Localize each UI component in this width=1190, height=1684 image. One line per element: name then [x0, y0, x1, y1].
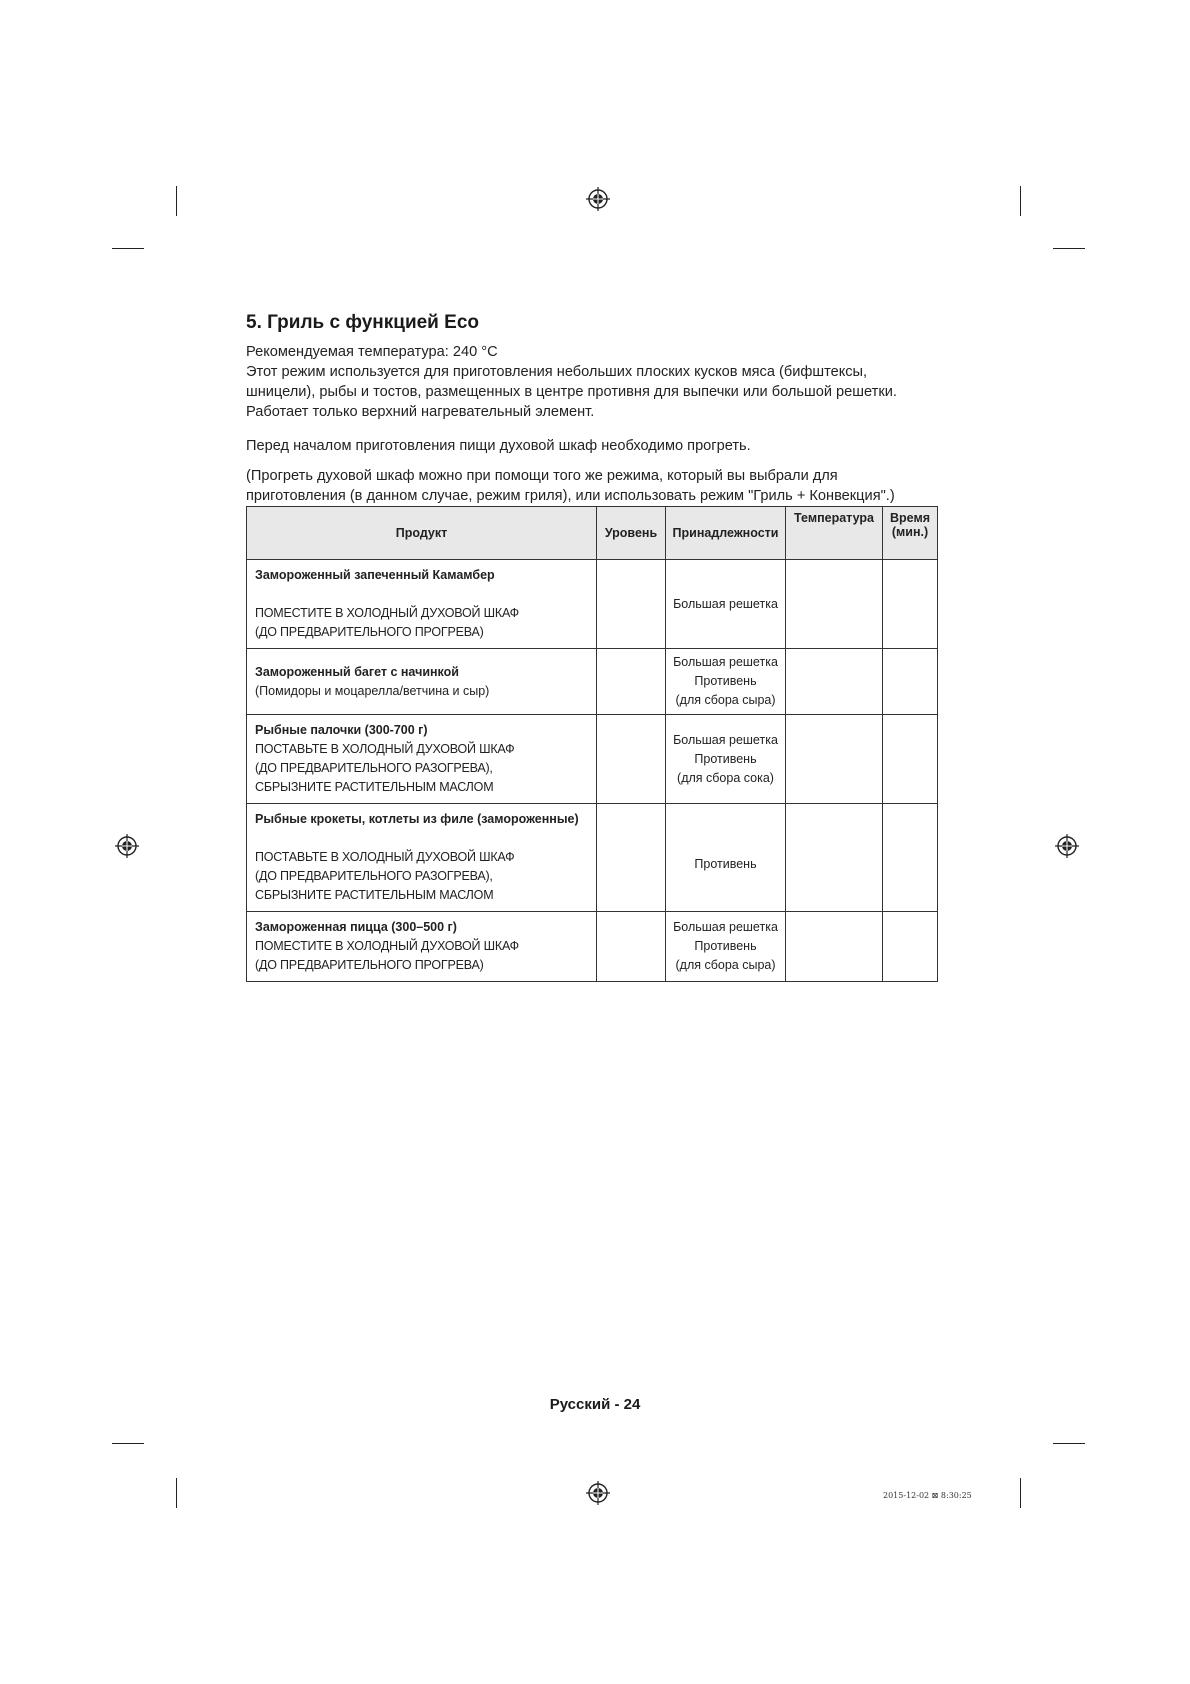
header-product: Продукт — [247, 507, 597, 560]
table-row — [247, 912, 938, 982]
product-note: (ДО ПРЕДВАРИТЕЛЬНОГО РАЗОГРЕВА), — [255, 761, 493, 775]
mode-description: Этот режим используется для приготовления небольших плоских кусков мяса (бифштексы, шницели), рыбы и тостов, размещенных в центре противня для выпечки или большой решетки. Работает только верхний нагревательный элемент. — [246, 364, 897, 420]
product-cell — [247, 912, 597, 982]
accessory-item: Большая решетка — [673, 596, 778, 611]
section-body — [246, 312, 936, 506]
product-note: ПОМЕСТИТЕ В ХОЛОДНЫЙ ДУХОВОЙ ШКАФ — [255, 606, 519, 620]
level-cell — [597, 560, 666, 649]
product-note — [255, 585, 588, 604]
temperature-cell — [786, 804, 883, 912]
product-note: (Помидоры и моцарелла/ветчина и сыр) — [255, 683, 490, 698]
table-row — [247, 715, 938, 804]
product-name: Рыбные крокеты, котлеты из филе (замороженные) — [255, 812, 579, 826]
product-cell — [247, 649, 597, 715]
registration-mark-icon — [1055, 834, 1079, 858]
product-note: ПОМЕСТИТЕ В ХОЛОДНЫЙ ДУХОВОЙ ШКАФ — [255, 939, 519, 953]
accessories-cell — [666, 560, 786, 649]
product-note: (ДО ПРЕДВАРИТЕЛЬНОГО ПРОГРЕВА) — [255, 958, 484, 972]
crop-mark-top-left-v — [176, 186, 177, 216]
accessories-cell — [666, 715, 786, 804]
table-row — [247, 560, 938, 649]
accessory-item: (для сбора сока) — [677, 770, 774, 785]
accessory-item: Большая решетка — [673, 732, 778, 747]
product-note: СБРЫЗНИТЕ РАСТИТЕЛЬНЫМ МАСЛОМ — [255, 888, 494, 902]
accessory-item: (для сбора сыра) — [675, 693, 776, 707]
time-cell — [883, 560, 938, 649]
header-temperature: Температура — [786, 507, 883, 560]
product-note: (ДО ПРЕДВАРИТЕЛЬНОГО РАЗОГРЕВА), — [255, 869, 493, 883]
level-cell — [597, 912, 666, 982]
crop-mark-bottom-left-v — [176, 1478, 177, 1508]
product-note: ПОСТАВЬТЕ В ХОЛОДНЫЙ ДУХОВОЙ ШКАФ — [255, 850, 515, 864]
crop-mark-top-left-h — [112, 248, 144, 249]
product-name: Замороженный запеченный Камамбер — [255, 568, 495, 582]
header-level: Уровень — [597, 507, 666, 560]
header-time: Время (мин.) — [883, 507, 938, 560]
time-cell — [883, 715, 938, 804]
crop-mark-bottom-right-h — [1053, 1443, 1085, 1444]
accessories-cell — [666, 804, 786, 912]
header-accessories: Принадлежности — [666, 507, 786, 560]
time-cell — [883, 649, 938, 715]
accessories-cell — [666, 649, 786, 715]
product-name: Замороженный багет с начинкой — [255, 664, 459, 679]
accessory-item: (для сбора сыра) — [675, 958, 776, 972]
temperature-cell — [786, 715, 883, 804]
level-cell — [597, 649, 666, 715]
temperature-cell — [786, 560, 883, 649]
product-cell — [247, 715, 597, 804]
crop-mark-bottom-right-v — [1020, 1478, 1021, 1508]
table-header-row — [247, 507, 938, 560]
product-name: Замороженная пицца (300–500 г) — [255, 920, 457, 934]
temperature-cell — [786, 912, 883, 982]
crop-mark-top-right-v — [1020, 186, 1021, 216]
product-note — [255, 829, 588, 848]
print-timestamp: 2015-12-02 ⊠ 8:30:25 — [883, 1491, 972, 1500]
product-cell — [247, 560, 597, 649]
accessory-item: Большая решетка — [673, 655, 778, 669]
accessory-item: Противень — [694, 674, 757, 688]
preheat-note: Перед началом приготовления пищи духовой шкаф необходимо прогреть. — [246, 438, 751, 454]
page-footer: Русский - 24 — [549, 1396, 641, 1413]
cooking-table — [246, 506, 938, 982]
product-note: (ДО ПРЕДВАРИТЕЛЬНОГО ПРОГРЕВА) — [255, 625, 484, 639]
preheat-tip: (Прогреть духовой шкаф можно при помощи того же режима, который вы выбрали для приготовления (в данном случае, режим гриля), или использовать режим "Гриль + Конвекция".) — [246, 468, 895, 504]
product-cell — [247, 804, 597, 912]
product-note: ПОСТАВЬТЕ В ХОЛОДНЫЙ ДУХОВОЙ ШКАФ — [255, 742, 515, 756]
registration-mark-icon — [115, 834, 139, 858]
crop-mark-bottom-left-h — [112, 1443, 144, 1444]
time-cell — [883, 912, 938, 982]
level-cell — [597, 715, 666, 804]
crop-mark-top-right-h — [1053, 248, 1085, 249]
level-cell — [597, 804, 666, 912]
time-cell — [883, 804, 938, 912]
accessory-item: Противень — [694, 857, 757, 871]
section-heading: 5. Гриль с функцией Eco — [246, 312, 479, 333]
accessories-cell — [666, 912, 786, 982]
temperature-cell — [786, 649, 883, 715]
accessory-item: Большая решетка — [673, 920, 778, 934]
recommended-temperature: Рекомендуемая температура: 240 °C — [246, 344, 498, 360]
registration-mark-icon — [586, 1481, 610, 1505]
table-row — [247, 804, 938, 912]
table-row — [247, 649, 938, 715]
product-note: СБРЫЗНИТЕ РАСТИТЕЛЬНЫМ МАСЛОМ — [255, 780, 494, 794]
accessory-item: Противень — [694, 751, 757, 766]
registration-mark-icon — [586, 187, 610, 211]
product-name: Рыбные палочки (300-700 г) — [255, 723, 428, 737]
accessory-item: Противень — [694, 939, 757, 953]
